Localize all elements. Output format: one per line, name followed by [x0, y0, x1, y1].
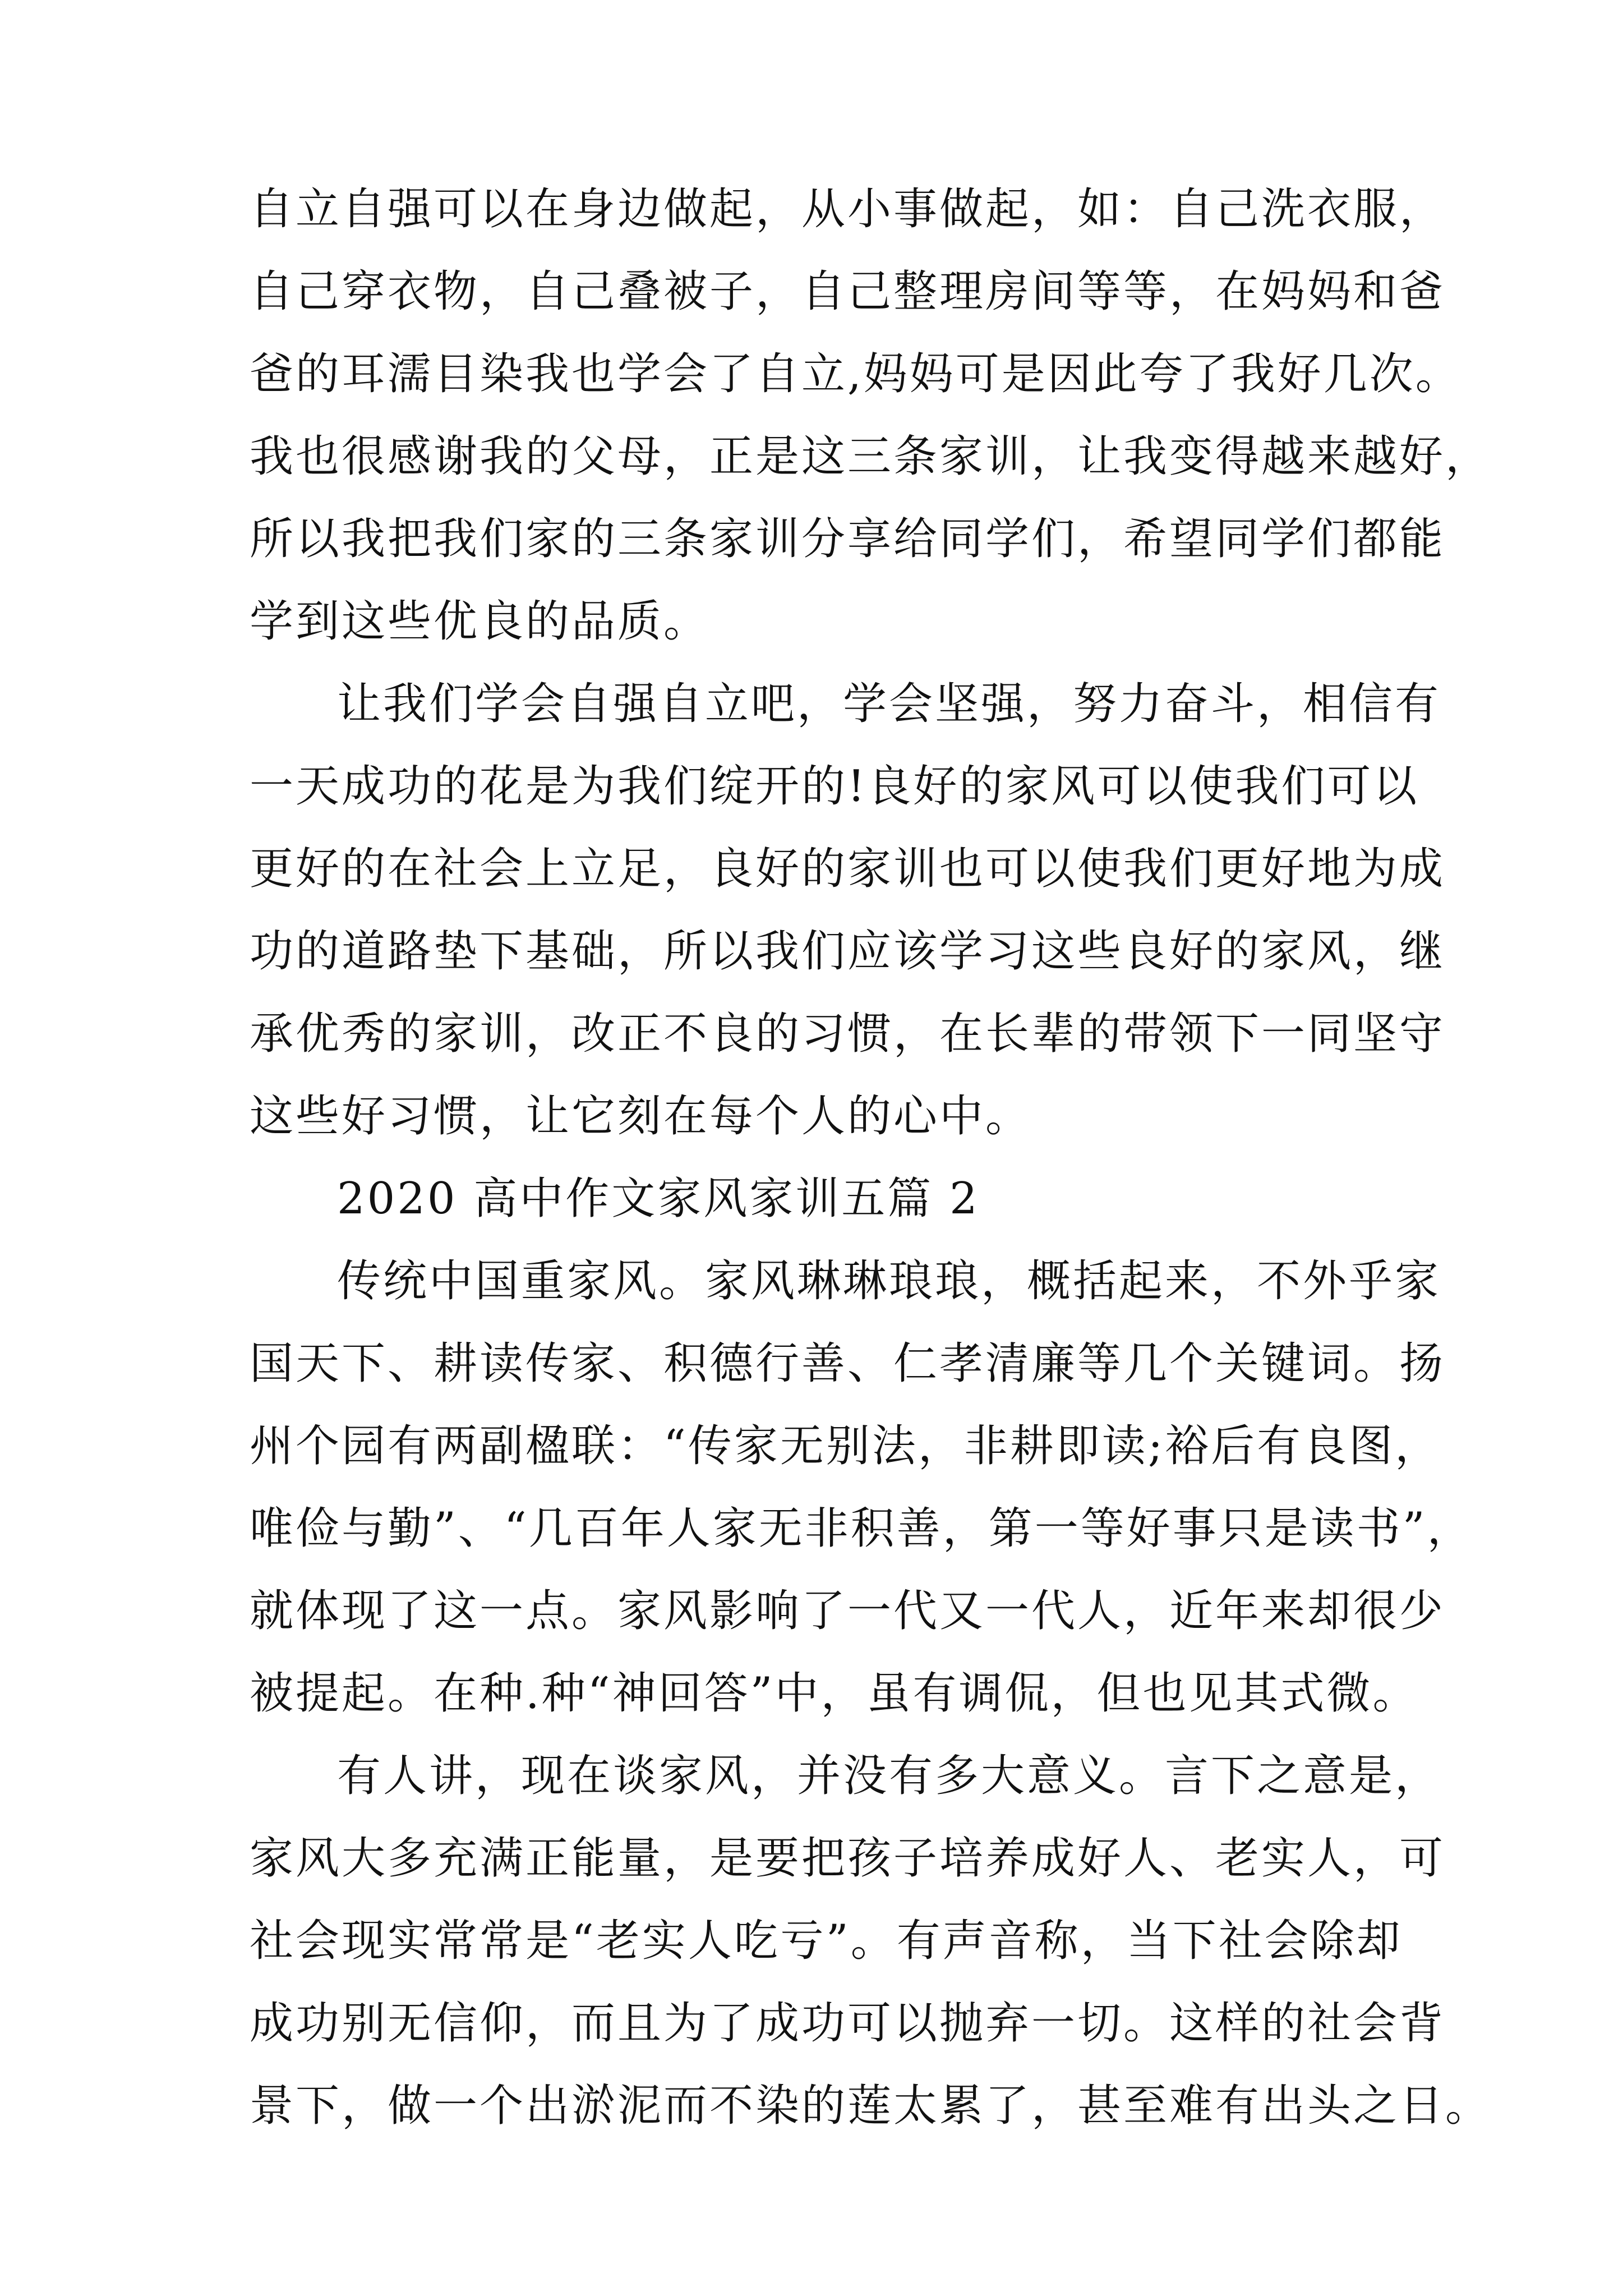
text-line: 被提起。在种.种“神回答”中，虽有调侃，但也见其式微。 [250, 1668, 1419, 1719]
text-line: 就体现了这一点。家风影响了一代又一代人，近年来却很少 [250, 1586, 1446, 1636]
text-line: 景下，做一个出淤泥而不染的莲太累了，甚至难有出头之日。 [250, 2081, 1492, 2131]
text-line: 社会现实常常是“老实人吃亏”。有声音称，当下社会除却 [250, 1916, 1403, 1966]
text-line: 成功别无信仰，而且为了成功可以抛弃一切。这样的社会背 [250, 1998, 1446, 2049]
text-line: 唯俭与勤”、“几百年人家无非积善，第一等好事只是读书”， [250, 1503, 1473, 1554]
text-line: 一天成功的花是为我们绽开的!良好的家风可以使我们可以 [250, 761, 1419, 812]
text-line: 传统中国重家风。家风琳琳琅琅，概括起来，不外乎家 [337, 1256, 1441, 1306]
text-line: 更好的在社会上立足，良好的家训也可以使我们更好地为成 [250, 844, 1446, 894]
text-line: 让我们学会自强自立吧，学会坚强，努力奋斗，相信有 [337, 679, 1441, 729]
text-line: 承优秀的家训，改正不良的习惯，在长辈的带领下一同坚守 [250, 1009, 1446, 1059]
text-line: 有人讲，现在谈家风，并没有多大意义。言下之意是， [337, 1751, 1441, 1801]
text-line: 自立自强可以在身边做起，从小事做起，如：自己洗衣服， [250, 184, 1446, 234]
text-line: 功的道路垫下基础，所以我们应该学习这些良好的家风，继 [250, 926, 1446, 977]
text-line: 州个园有两副楹联：“传家无别法，非耕即读;裕后有良图， [250, 1421, 1441, 1471]
document-body [250, 168, 1492, 2147]
text-line: 家风大多充满正能量，是要把孩子培养成好人、老实人，可 [250, 1833, 1446, 1884]
text-line: 国天下、耕读传家、积德行善、仁孝清廉等几个关键词。扬 [250, 1338, 1446, 1389]
text-line: 学到这些优良的品质。 [250, 596, 710, 647]
text-line: 所以我把我们家的三条家训分享给同学们，希望同学们都能 [250, 514, 1446, 564]
text-line: 自己穿衣物，自己叠被子，自己整理房间等等，在妈妈和爸 [250, 266, 1446, 317]
section-heading: 2020 高中作文家风家训五篇 2 [337, 1174, 980, 1224]
text-line: 爸的耳濡目染我也学会了自立,妈妈可是因此夸了我好几次。 [250, 349, 1461, 399]
text-line: 我也很感谢我的父母，正是这三条家训，让我变得越来越好， [250, 431, 1492, 482]
text-line: 这些好习惯，让它刻在每个人的心中。 [250, 1091, 1032, 1142]
